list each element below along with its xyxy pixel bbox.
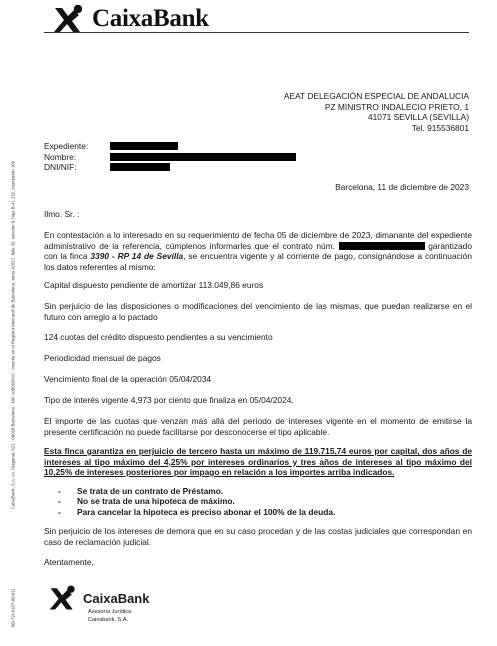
redacted-contrato <box>339 242 425 250</box>
paragraph-importe-cuotas: El importe de las cuotas que venzan más allá del período de intereses vigente en el momento de emitirse la presente certificación no puede facilitarse por desconocerse el tipo aplicable. <box>44 416 472 437</box>
list-item: - Para cancelar la hipoteca es preciso abonar el 100% de la deuda. <box>58 506 336 517</box>
side-legal-text: CaixaBank, S.A. Av. Diagonal, 621 · 08028 Barcelona · NIF A08663619 · Inscrita en el Registro Mercantil de Barcelona, tomo 42657, folio 33, sección 8, hoja B-41 232, inscripción 109 <box>10 160 16 510</box>
periodicidad: Periodicidad mensual de pagos <box>44 353 161 363</box>
tipo-interes: Tipo de interés vigente 4,973 por ciento que finaliza en 05/04/2024. <box>44 395 294 405</box>
closing: Atentamente, <box>44 557 94 567</box>
paragraph-garantia: Esta finca garantiza en perjuicio de tercero hasta un máximo de 119.715,74 euros por capital, dos años de intereses al tipo máximo del 4,25% por intereses ordinarios y tres años de intereses al tipo máximo del 10,25% de intereses posteriores por impago en relación a los importes arriba indicados. <box>44 446 472 477</box>
letter-date: Barcelona, 11 de diciembre de 2023 <box>335 182 469 192</box>
cuotas-pendientes: 124 cuotas del crédito dispuesto pendientes a su vencimiento <box>44 332 273 342</box>
vencimiento-final: Vencimiento final de la operación 05/04/2034 <box>44 374 212 384</box>
caixabank-logo <box>52 3 209 35</box>
star-logo-icon <box>48 583 78 613</box>
star-logo-icon <box>52 4 86 34</box>
salutation: Ilmo. Sr. : <box>44 209 80 219</box>
paragraph-demora: Sin perjuicio de los intereses de demora que en su caso procedan y de las costas judiciales que correspondan en caso de reclamación judicial. <box>44 526 472 547</box>
recipient-address: AEAT DELEGACIÓN ESPECIAL DE ANDALUCIA PZ MINISTRO INDALECIO PRIETO, 1 41071 SEVILLA (SEVILLA) Tel. 915536801 <box>283 91 469 133</box>
redacted-expediente <box>110 142 178 150</box>
footer-brand: CaixaBank <box>83 590 150 606</box>
expediente-label: Expediente: <box>44 141 89 151</box>
capital-pendiente: Capital dispuesto pendiente de amortizar 113.049,86 euros <box>44 280 264 290</box>
paragraph-perjuicio: Sin perjuicio de las disposiciones o modificaciones del vencimiento de las mismas, que puedan realizarse en el futuro con arreglo a lo pactado <box>44 301 472 322</box>
identification-block <box>44 141 296 173</box>
nombre-label: Nombre: <box>44 151 77 162</box>
finca-id: 3390 - RP 14 de Sevilla <box>90 251 184 261</box>
redacted-nombre <box>110 153 296 161</box>
header-rule <box>44 32 469 33</box>
list-item: - Se trata de un contrato de Préstamo. <box>58 486 224 496</box>
side-code-text: 00I-72I-01(I7-00-01) <box>10 588 16 628</box>
brand-name: CaixaBank <box>92 5 209 32</box>
footer-subtitle: Asesoría Jurídica Caixabank, S.A. <box>88 609 132 623</box>
dni-label: DNI/NIF: <box>44 162 77 172</box>
paragraph-contestacion: En contestación a lo interesado en su requerimiento de fecha 05 de diciembre de 2023, dimanante del expediente administrativo de la referencia, cúmplenos informarles que el contrato núm. garantizado con la finca 3390 - RP 14 de Sevilla, se encuentra vigente y al corriente de pago, consignándose a continuación los datos referentes al mismo: <box>44 230 472 272</box>
list-item: - No se trata de una hipoteca de máximo. <box>58 496 235 507</box>
redacted-dni <box>110 163 170 171</box>
bullet-list <box>58 486 335 517</box>
